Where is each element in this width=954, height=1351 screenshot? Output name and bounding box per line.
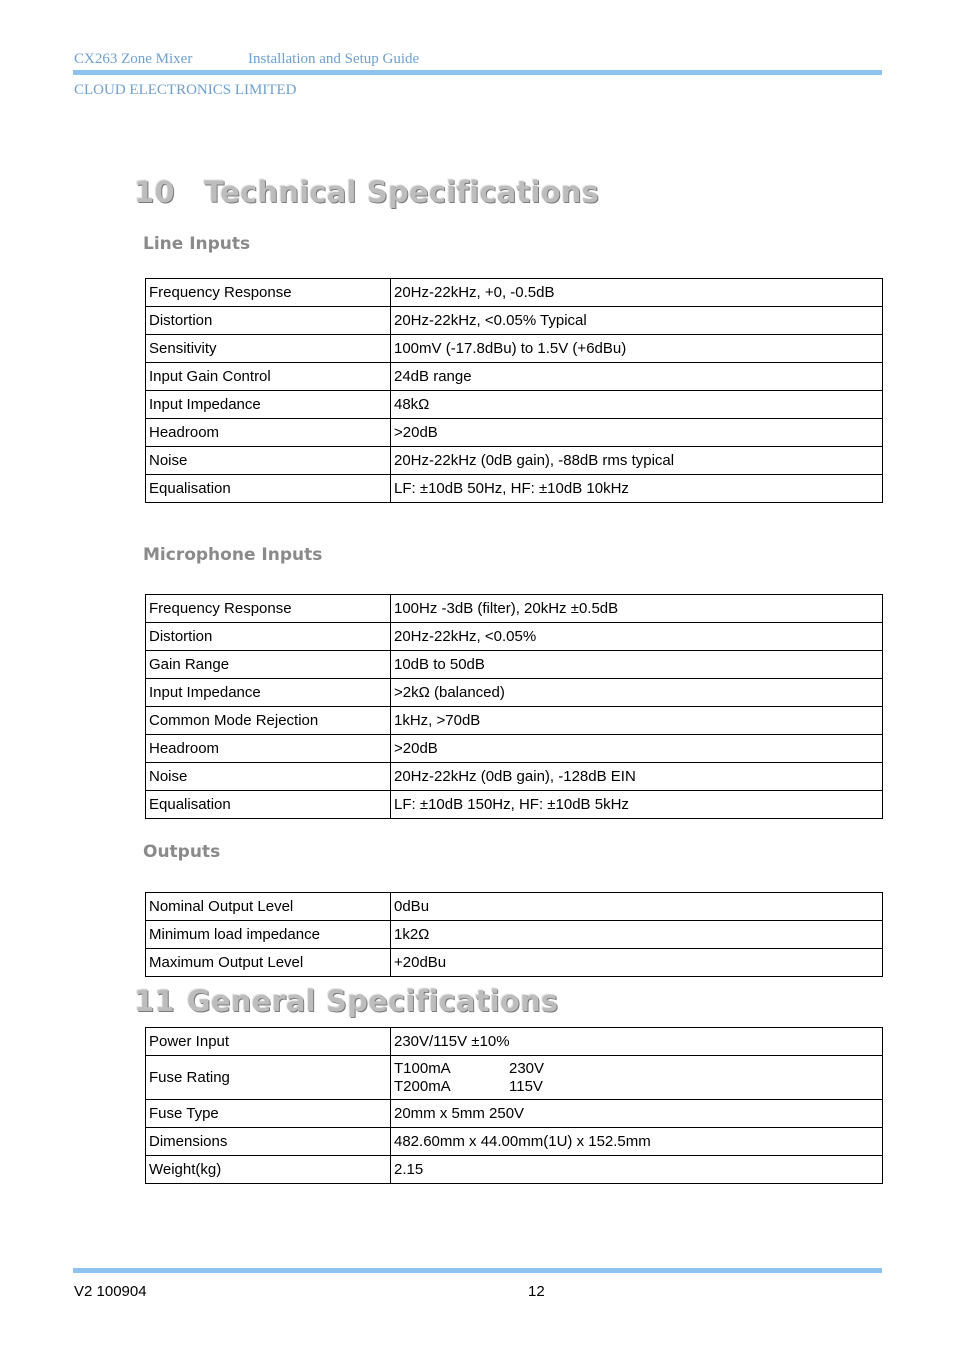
subsection-title-line-inputs: Line Inputs — [143, 234, 251, 254]
spec-label: Common Mode Rejection — [146, 707, 391, 735]
spec-value: 1kHz, >70dB — [391, 707, 883, 735]
table-row — [146, 707, 883, 735]
spec-label: Maximum Output Level — [146, 949, 391, 977]
spec-value: 20Hz-22kHz, +0, -0.5dB — [391, 279, 883, 307]
table-row — [146, 735, 883, 763]
section-title-general — [134, 984, 558, 1018]
spec-label: Noise — [146, 447, 391, 475]
header-product-name: CX263 Zone Mixer — [74, 51, 193, 67]
table-row — [146, 419, 883, 447]
table-row — [146, 595, 883, 623]
spec-value: >2kΩ (balanced) — [391, 679, 883, 707]
fuse-rating: T200mA — [394, 1078, 451, 1095]
spec-value: 230V/115V ±10% — [391, 1028, 883, 1056]
section-title-text: General Specifications — [186, 984, 559, 1018]
spec-label: Equalisation — [146, 791, 391, 819]
spec-value: 20Hz-22kHz, <0.05% Typical — [391, 307, 883, 335]
spec-value: 482.60mm x 44.00mm(1U) x 152.5mm — [391, 1128, 883, 1156]
spec-label: Fuse Type — [146, 1100, 391, 1128]
spec-label: Headroom — [146, 419, 391, 447]
section-number: 11 — [134, 984, 175, 1018]
header-guide-title: Installation and Setup Guide — [248, 51, 420, 67]
table-row — [146, 1156, 883, 1184]
fuse-line — [394, 1060, 879, 1078]
table-row — [146, 893, 883, 921]
footer-rule — [73, 1268, 882, 1273]
table-row — [146, 623, 883, 651]
outputs-table — [145, 892, 883, 977]
table-row — [146, 1028, 883, 1056]
table-row — [146, 651, 883, 679]
spec-value: 24dB range — [391, 363, 883, 391]
spec-label: Frequency Response — [146, 279, 391, 307]
spec-label: Equalisation — [146, 475, 391, 503]
fuse-rating: T100mA — [394, 1060, 451, 1077]
spec-value: 10dB to 50dB — [391, 651, 883, 679]
header-rule — [73, 70, 882, 75]
subsection-title-outputs: Outputs — [143, 842, 221, 862]
table-row — [146, 279, 883, 307]
spec-value: 48kΩ — [391, 391, 883, 419]
table-row — [146, 447, 883, 475]
spec-label: Noise — [146, 763, 391, 791]
spec-label: Frequency Response — [146, 595, 391, 623]
section-title-technical — [134, 175, 599, 209]
spec-value: 2.15 — [391, 1156, 883, 1184]
table-row — [146, 791, 883, 819]
spec-value: 20Hz-22kHz, <0.05% — [391, 623, 883, 651]
general-specs-table — [145, 1027, 883, 1184]
section-number: 10 — [134, 175, 175, 209]
spec-value: +20dBu — [391, 949, 883, 977]
spec-label: Dimensions — [146, 1128, 391, 1156]
table-row — [146, 475, 883, 503]
table-row — [146, 1128, 883, 1156]
table-row — [146, 949, 883, 977]
table-row — [146, 1100, 883, 1128]
spec-label: Sensitivity — [146, 335, 391, 363]
table-row — [146, 363, 883, 391]
spec-value: >20dB — [391, 735, 883, 763]
spec-value: 20Hz-22kHz (0dB gain), -128dB EIN — [391, 763, 883, 791]
table-row — [146, 391, 883, 419]
spec-label: Distortion — [146, 623, 391, 651]
footer-version: V2 100904 — [74, 1283, 147, 1300]
spec-value: LF: ±10dB 150Hz, HF: ±10dB 5kHz — [391, 791, 883, 819]
spec-value: >20dB — [391, 419, 883, 447]
fuse-line — [394, 1078, 879, 1096]
spec-value: 100Hz -3dB (filter), 20kHz ±0.5dB — [391, 595, 883, 623]
spec-value: 1k2Ω — [391, 921, 883, 949]
spec-label: Power Input — [146, 1028, 391, 1056]
table-row — [146, 335, 883, 363]
section-title-text: Technical Specifications — [204, 175, 600, 209]
spec-label: Input Impedance — [146, 679, 391, 707]
spec-label: Nominal Output Level — [146, 893, 391, 921]
spec-label: Gain Range — [146, 651, 391, 679]
fuse-voltage: 230V — [509, 1060, 545, 1077]
spec-value — [391, 1056, 883, 1100]
spec-label: Weight(kg) — [146, 1156, 391, 1184]
table-row — [146, 1056, 883, 1100]
table-row — [146, 307, 883, 335]
table-row — [146, 679, 883, 707]
spec-label: Fuse Rating — [146, 1056, 391, 1100]
table-row — [146, 763, 883, 791]
spec-label: Minimum load impedance — [146, 921, 391, 949]
subsection-title-mic-inputs: Microphone Inputs — [143, 545, 323, 565]
fuse-voltage: 115V — [509, 1078, 543, 1095]
spec-label: Headroom — [146, 735, 391, 763]
line-inputs-table — [145, 278, 883, 503]
spec-value: 20mm x 5mm 250V — [391, 1100, 883, 1128]
mic-inputs-table — [145, 594, 883, 819]
spec-label: Input Impedance — [146, 391, 391, 419]
table-row — [146, 921, 883, 949]
spec-value: 0dBu — [391, 893, 883, 921]
header-company: CLOUD ELECTRONICS LIMITED — [74, 82, 297, 98]
spec-value: 20Hz-22kHz (0dB gain), -88dB rms typical — [391, 447, 883, 475]
spec-value: LF: ±10dB 50Hz, HF: ±10dB 10kHz — [391, 475, 883, 503]
spec-label: Input Gain Control — [146, 363, 391, 391]
spec-value: 100mV (-17.8dBu) to 1.5V (+6dBu) — [391, 335, 883, 363]
spec-label: Distortion — [146, 307, 391, 335]
page-number: 12 — [528, 1283, 545, 1300]
